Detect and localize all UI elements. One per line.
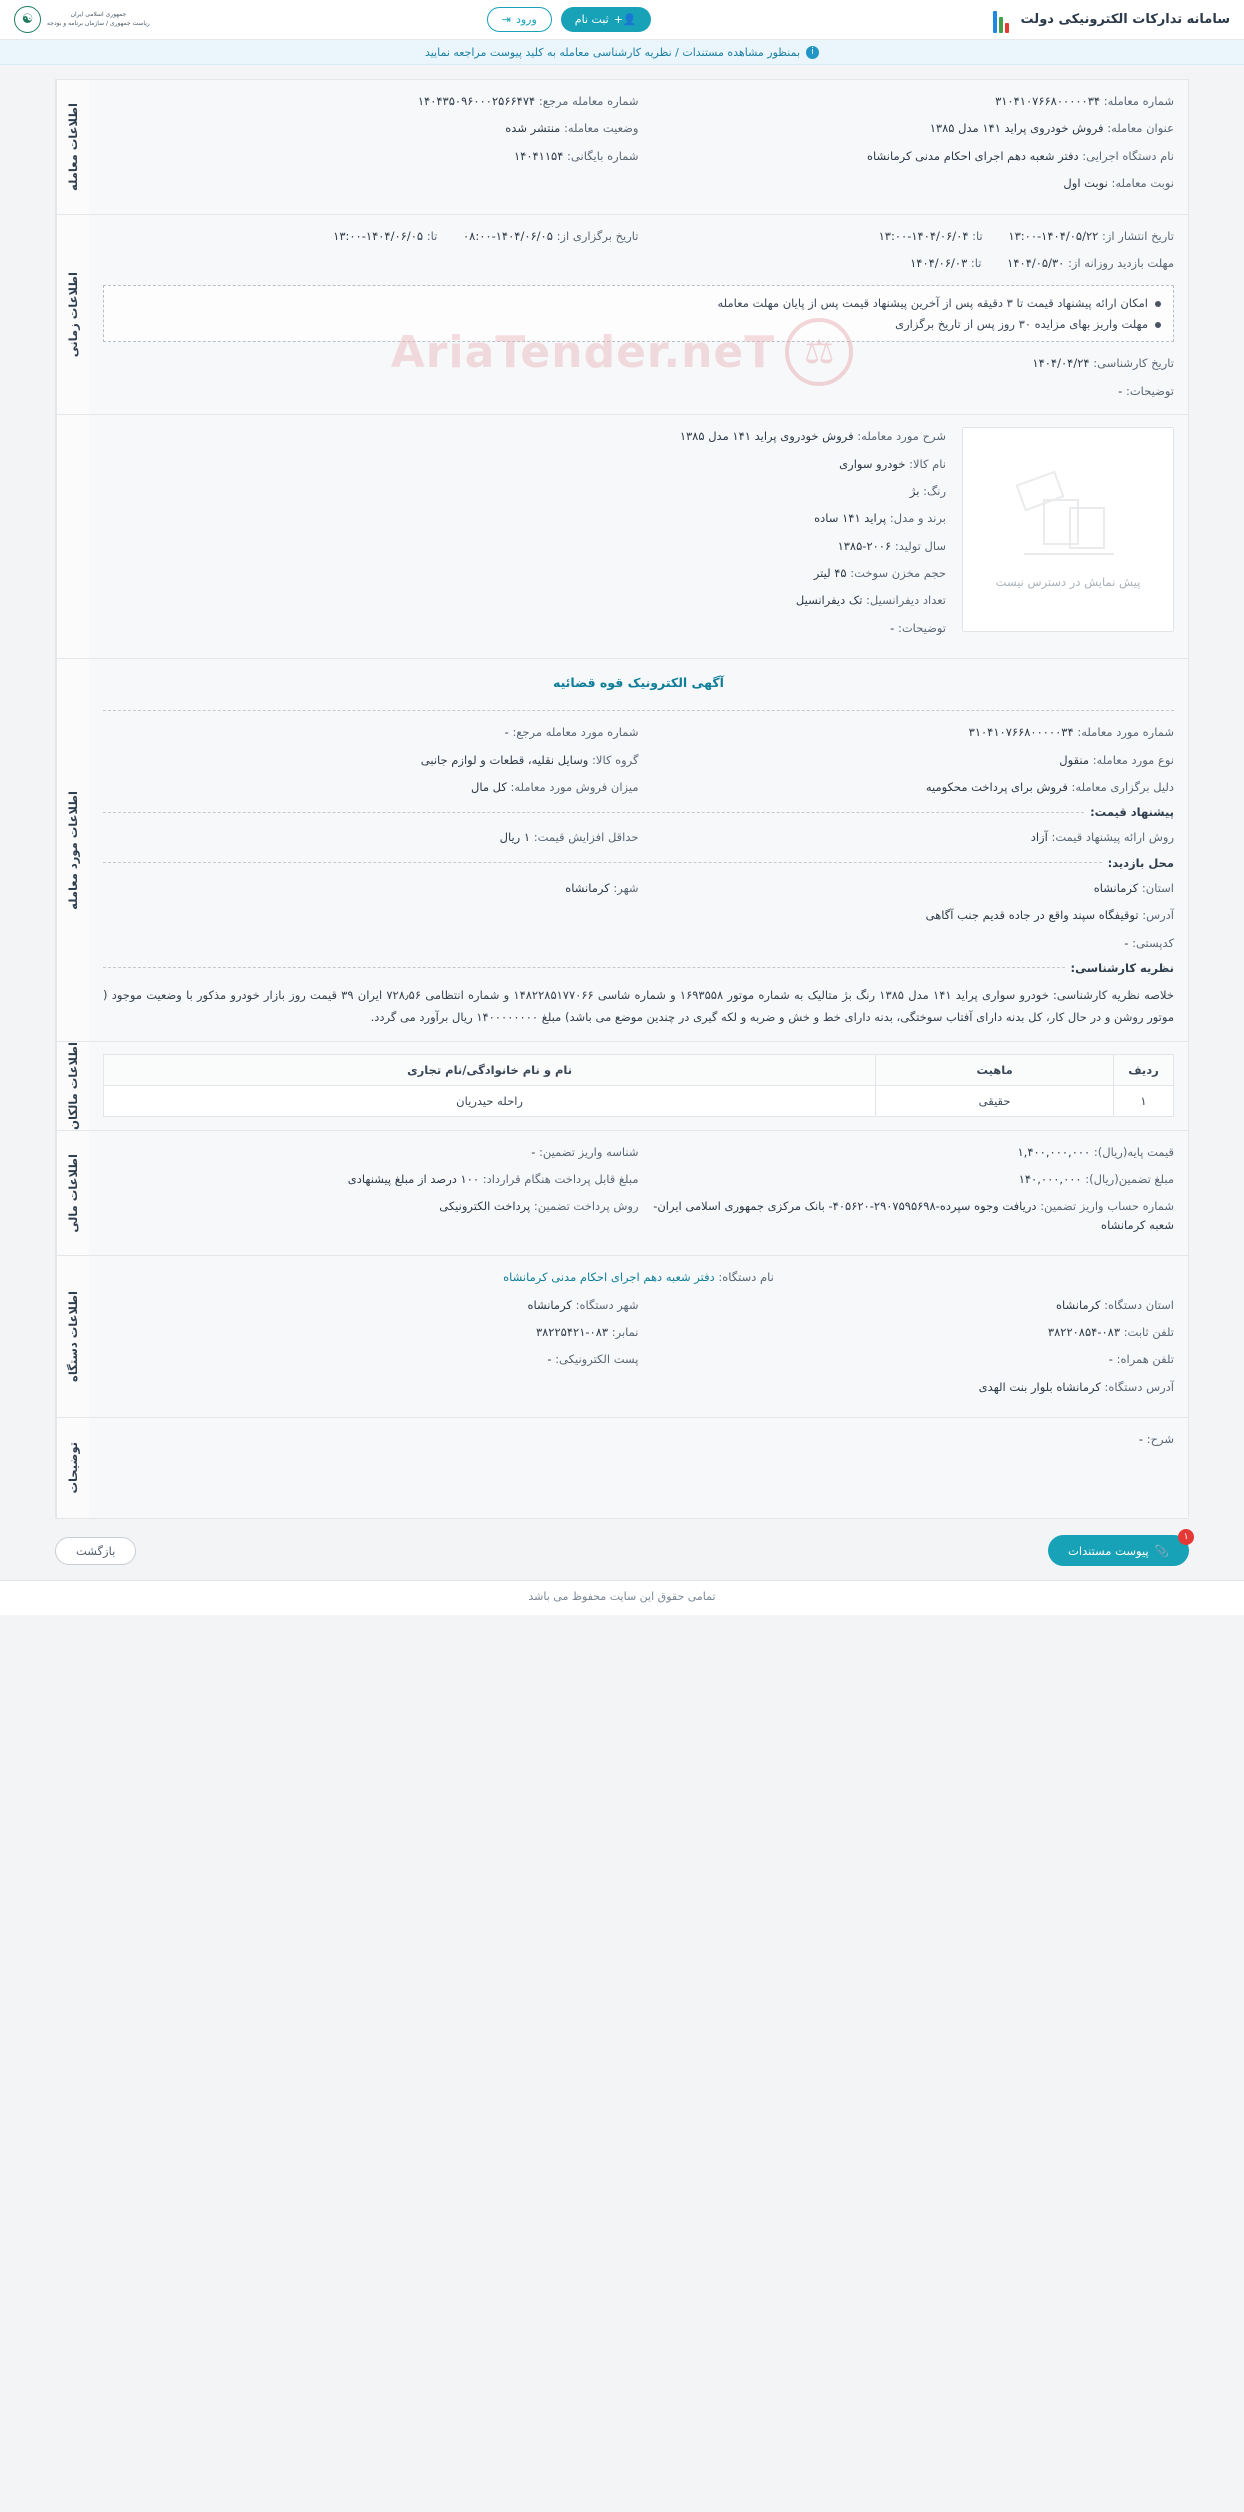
deal-info-body (89, 80, 1188, 214)
field-case-ref: شماره مورد معامله مرجع: - (504, 725, 639, 740)
footer-actions (0, 1519, 1244, 1580)
section-item-info (55, 414, 1189, 658)
field-item-tank: حجم مخزن سوخت: ۴۵ لیتر (813, 566, 946, 581)
watermark-text: AriaTender.neT (390, 326, 776, 378)
divider (103, 710, 1174, 711)
bullet-icon (1155, 322, 1161, 328)
emblem-icon: ☯ (14, 6, 41, 33)
field-item-desc: شرح مورد معامله: فروش خودروی پراید ۱۴۱ مدل ۱۳۸۵ (679, 429, 946, 444)
info-icon: i (806, 46, 819, 59)
field-agency-name: نام دستگاه اجرایی: دفتر شعبه دهم اجرای احکام مدنی کرمانشاه (866, 148, 1174, 163)
field-item-diff: تعداد دیفرانسیل: تک دیفرانسیل (795, 593, 946, 608)
field-guarantee-account: شماره حساب واریز تضمین: دریافت وجوه سپرده-۲۹۰۷۵۹۵۶۹۸-۴۰۵۶۲۰- بانک مرکزی جمهوری اسلامی ایران- شعبه کرمانشاه (653, 1199, 1174, 1232)
field-visit-province: استان: کرمانشاه (1093, 880, 1174, 895)
section-financial (55, 1130, 1189, 1256)
col-nature: ماهیت (876, 1054, 1114, 1085)
page-footer (0, 1580, 1244, 1615)
divider (103, 967, 1065, 968)
field-agency-address: آدرس دستگاه: کرمانشاه بلوار بنت الهدی (978, 1379, 1174, 1394)
fin-col-left (103, 1143, 639, 1198)
jud-col-right (639, 723, 1175, 805)
cell-index: ۱ (1114, 1085, 1174, 1116)
field-visit-from: مهلت بازدید روزانه از: ۱۴۰۴/۰۵/۳۰ تا: ۱۴۰۴/۰۶/۰۳ (910, 255, 1174, 270)
judicial-body (89, 659, 1188, 1041)
time-col-right (639, 227, 1175, 282)
field-visit-city: شهر: کرمانشاه (565, 880, 639, 895)
price-col-left (103, 828, 639, 855)
agency-label: اطلاعات دستگاه (56, 1256, 89, 1417)
section-judicial-info (55, 658, 1189, 1041)
time-note-1: امکان ارائه پیشنهاد قیمت تا ۳ دقیقه پس از آخرین پیشنهاد قیمت پس از پایان مهلت معامله (116, 296, 1161, 310)
field-agency-city: شهر دستگاه: کرمانشاه (527, 1297, 639, 1312)
notes-label: توضیحات (56, 1418, 89, 1518)
login-button[interactable] (487, 7, 552, 32)
item-info-label (56, 415, 89, 658)
fin-col-left-2 (103, 1197, 639, 1243)
table-header-row (104, 1054, 1174, 1085)
price-subhead: پیشنهاد قیمت: (103, 805, 1174, 819)
section-agency (55, 1255, 1189, 1417)
field-base-price: قیمت پایه(ریال): ۱,۴۰۰,۰۰۰,۰۰۰ (1017, 1144, 1174, 1159)
field-agency-mobile: تلفن همراه: - (1108, 1352, 1174, 1367)
field-agency-email: پست الکترونیکی: - (547, 1352, 639, 1367)
paperclip-icon: 📎 (1154, 1543, 1169, 1558)
field-deal-number: شماره معامله: ۳۱۰۴۱۰۷۶۶۸۰۰۰۰۰۳۴ (995, 94, 1174, 108)
content-area (0, 65, 1244, 1519)
visit-col-right (639, 879, 1175, 906)
item-info-body (89, 415, 1188, 658)
bullet-icon (1155, 301, 1161, 307)
fin-col-right-2 (639, 1197, 1175, 1243)
attach-documents-button[interactable] (1048, 1532, 1189, 1566)
site-title: سامانه تدارکات الکترونیکی دولت (1020, 12, 1230, 27)
deal-info-col-left (103, 92, 639, 202)
field-deal-status: وضعیت معامله: منتشر شده (505, 121, 639, 136)
field-item-name: نام کالا: خودرو سواری (839, 456, 946, 471)
col-index: ردیف (1114, 1054, 1174, 1085)
field-item-color: رنگ: بژ (909, 483, 946, 498)
expert-opinion-text: خلاصه نظریه کارشناسی: خودرو سواری پراید ۱۴۱ مدل ۱۳۸۵ رنگ بژ متالیک به شماره موتور ۱۶۹۳۵۵۸ و شماره شاسی ۱۴۸۲۲۸۵۱۷۷۰۶۶ و شماره انتظامی ۷۲۸٫۵۶ ایران ۳۹ قیمت روز بازار خودرو مذکور با وضعیت موجود ( موتور روشن و در حال کار، کل بدنه دارای آفتاب سوختگی، بدنه دارای خط و خش و ضربه و لکه گیری در چندین موضع می باشد) مبلغ ۱۴۰۰۰۰۰۰۰۰ ریال برآورد می گردد. (103, 987, 1174, 1025)
field-item-notes: توضیحات: - (890, 620, 946, 635)
image-placeholder-icon (1014, 470, 1122, 565)
field-ref-number: شماره معامله مرجع: ۱۴۰۴۳۵۰۹۶۰۰۰۲۵۶۶۴۷۴ (417, 94, 639, 108)
field-case-reason: دلیل برگزاری معامله: فروش برای پرداخت محکومیه (925, 780, 1174, 795)
field-visit-address: آدرس: توقیفگاه سپند واقع در جاده قدیم جنب آگاهی (925, 908, 1174, 923)
field-hold-from: تاریخ برگزاری از: ۱۴۰۴/۰۶/۰۵-۰۸:۰۰ تا: ۱۴۰۴/۰۶/۰۵-۱۳:۰۰ (333, 228, 639, 243)
login-label: ورود (515, 13, 537, 26)
owners-table (103, 1054, 1174, 1117)
time-info-body (89, 215, 1188, 415)
field-agency-org: نام دستگاه: دفتر شعبه دهم اجرای احکام مدنی کرمانشاه (503, 1270, 774, 1285)
preview-thumbnail (962, 427, 1174, 632)
field-sale-extent: میزان فروش مورد معامله: کل مال (470, 780, 639, 795)
field-deal-title: عنوان معامله: فروش خودروی پراید ۱۴۱ مدل ۱۳۸۵ (929, 121, 1174, 136)
table-row (104, 1085, 1174, 1116)
attach-count-badge: ۱ (1178, 1529, 1194, 1545)
field-agency-phone: تلفن ثابت: ۰۸۳-۳۸۲۲۰۸۵۴ (1047, 1325, 1174, 1339)
agency-body (89, 1256, 1188, 1417)
cell-nature: حقیقی (876, 1085, 1114, 1116)
section-time-info (55, 214, 1189, 415)
field-archive-number: شماره بایگانی: ۱۴۰۴۱۱۵۴ (513, 148, 639, 163)
notes-body (89, 1418, 1188, 1518)
gov-seal (14, 6, 150, 33)
field-guarantee-amount: مبلغ تضمین(ریال): ۱۴۰,۰۰۰,۰۰۰ (1018, 1172, 1174, 1187)
field-expert-date: تاریخ کارشناسی: ۱۴۰۴/۰۴/۲۴ (1032, 356, 1174, 371)
deal-info-col-right (639, 92, 1175, 202)
visit-col-left (103, 879, 639, 906)
expert-subhead: نظریه کارشناسی: (103, 961, 1174, 975)
field-case-number: شماره مورد معامله: ۳۱۰۴۱۰۷۶۶۸۰۰۰۰۰۳۴ (968, 725, 1174, 740)
field-contract-payment: مبلغ قابل پرداخت هنگام قرارداد: ۱۰۰ درصد از مبلغ پیشنهادی (347, 1172, 639, 1187)
deal-info-label: اطلاعات معامله (56, 80, 89, 214)
preview-unavailable-text: پیش نمایش در دسترس نیست (995, 575, 1141, 590)
owners-label: اطلاعات مالکان (56, 1042, 89, 1130)
section-deal-info (55, 79, 1189, 214)
judicial-info-label: اطلاعات مورد معامله (56, 659, 89, 1041)
field-goods-group: گروه کالا: وسایل نقلیه، قطعات و لوازم جانبی (420, 752, 639, 767)
top-header (0, 0, 1244, 40)
copyright-text: تمامی حقوق این سایت محفوظ می باشد (528, 1590, 716, 1604)
field-guarantee-id: شناسه واریز تضمین: - (531, 1144, 639, 1159)
time-col-left (103, 227, 639, 282)
notice-text: بمنظور مشاهده مستندات / نظریه کارشناسی معامله به کلید پیوست مراجعه نمایید (424, 45, 801, 59)
agency-col-right (639, 1296, 1175, 1406)
brand (988, 7, 1230, 33)
field-time-desc: توضیحات: - (1118, 383, 1174, 398)
setad-logo-icon (988, 7, 1014, 33)
field-guarantee-method: روش پرداخت تضمین: پرداخت الکترونیکی (439, 1199, 639, 1214)
back-button[interactable] (55, 1537, 136, 1565)
agency-col-left (103, 1296, 639, 1406)
gavel-logo-icon: ⚖ (785, 318, 853, 386)
financial-label: اطلاعات مالی (56, 1131, 89, 1256)
field-case-type: نوع مورد معامله: منقول (1059, 752, 1174, 767)
col-name: نام و نام خانوادگی/نام تجاری (104, 1054, 876, 1085)
field-agency-fax: نمابر: ۰۸۳-۳۸۲۲۵۴۲۱ (535, 1325, 639, 1339)
field-bid-method: روش ارائه پیشنهاد قیمت: آزاد (1030, 830, 1174, 845)
cell-name: راحله حیدریان (104, 1085, 876, 1116)
fin-col-right (639, 1143, 1175, 1198)
user-plus-icon: 👤+ (613, 13, 637, 26)
time-info-label: اطلاعات زمانی (56, 215, 89, 415)
field-min-increment: حداقل افزایش قیمت: ۱ ریال (499, 830, 639, 845)
register-button[interactable] (561, 7, 651, 32)
field-item-brand: برند و مدل: پراید ۱۴۱ ساده (814, 511, 946, 526)
section-owners (55, 1041, 1189, 1130)
seal-caption: جمهوری اسلامی ایران ریاست جمهوری / سازمان برنامه و بودجه (47, 11, 150, 27)
owners-body (89, 1042, 1188, 1130)
field-notes-desc: شرح: - (1138, 1432, 1174, 1447)
time-notes-box (103, 285, 1174, 342)
divider (103, 862, 1102, 863)
attach-label: پیوست مستندات (1068, 1543, 1149, 1558)
field-visit-postal: کدپستی: - (1124, 935, 1174, 950)
jud-col-left (103, 723, 639, 805)
price-col-right (639, 828, 1175, 855)
field-deal-turn: نوبت معامله: نوبت اول (1063, 176, 1174, 191)
back-label: بازگشت (76, 1543, 116, 1558)
notice-bar (0, 40, 1244, 65)
time-note-2: مهلت واریز بهای مزایده ۳۰ روز پس از تاریخ برگزاری (116, 317, 1161, 331)
section-notes (55, 1417, 1189, 1519)
auth-buttons (487, 7, 651, 32)
item-fields (103, 427, 946, 646)
judicial-title: آگهی الکترونیک قوه قضائیه (553, 675, 724, 691)
login-arrow-icon: ⇥ (501, 13, 511, 26)
divider (103, 812, 1084, 813)
visit-subhead: محل بازدید: (103, 856, 1174, 870)
field-publish-from: تاریخ انتشار از: ۱۴۰۴/۰۵/۲۲-۱۳:۰۰ تا: ۱۴۰۴/۰۶/۰۴-۱۳:۰۰ (878, 228, 1174, 243)
financial-body (89, 1131, 1188, 1256)
field-agency-province: استان دستگاه: کرمانشاه (1055, 1297, 1174, 1312)
register-label: ثبت نام (574, 13, 609, 26)
field-item-year: سال تولید: ۲۰۰۶-۱۳۸۵ (837, 538, 946, 553)
